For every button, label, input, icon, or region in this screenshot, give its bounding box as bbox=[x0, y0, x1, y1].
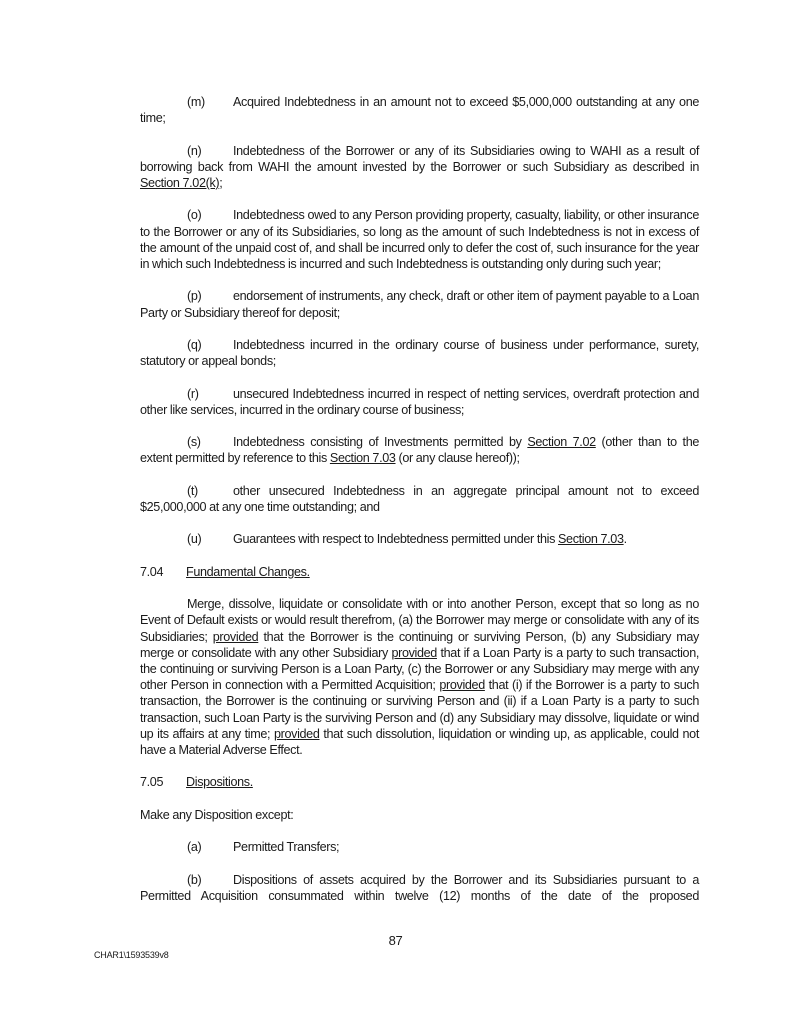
text-run: . bbox=[623, 532, 627, 547]
item-label: (u) bbox=[187, 532, 202, 547]
list-item bbox=[140, 207, 699, 272]
document-id: CHAR1\1593539v8 bbox=[94, 950, 169, 960]
text-run: (other than to the extent permitted by reference to this bbox=[140, 435, 699, 466]
section-7-03-items bbox=[140, 94, 699, 548]
section-heading-7-04 bbox=[140, 564, 699, 580]
item-label: (o) bbox=[187, 208, 202, 223]
section-title: Fundamental Changes. bbox=[186, 564, 310, 579]
text-run: Permitted Transfers; bbox=[233, 840, 340, 855]
text-run: ; bbox=[219, 176, 223, 190]
text-run: Indebtedness owed to any Person providing property, casualty, liability, or other insurance to the Borrower or any of its Subsidiaries, so long as the amount of such Indebtedness is not in excess of the amount of the unpaid cost of, and shall be incurred only to defer the cost of, such insurance for the year in which such Indebtedness is incurred and such Indebtedness is outstanding only during such year; bbox=[140, 208, 699, 271]
item-label: (p) bbox=[187, 289, 202, 304]
item-label: (t) bbox=[187, 483, 198, 498]
text-run: that if a Loan Party is a party to such transaction, the continuing or surviving Person is a Loan Party, (c) the Borrower or any Subsidiary may merge with any other Person in connection with a Permitted Acquisition; bbox=[140, 645, 699, 693]
text-run: that (i) if the Borrower is a party to such transaction, the Borrower is the continuing or surviving Person and (ii) if a Loan Party is a party to such transaction, such Loan Party is the surviving Person and (d) any Subsidiary may dissolve, liquidate or wind up its affairs at any time; bbox=[140, 678, 699, 741]
list-item bbox=[140, 288, 699, 320]
cross-reference: provided bbox=[391, 645, 437, 660]
text-run: Acquired Indebtedness in an amount not to exceed $5,000,000 outstanding at any one time; bbox=[140, 95, 699, 126]
item-label: (a) bbox=[187, 840, 202, 855]
text-run: that the Borrower is the continuing or surviving Person, (b) any Subsidiary may merge or consolidate with any other Subsidiary bbox=[140, 629, 699, 660]
text-run: Merge, dissolve, liquidate or consolidate with or into another Person, except that so long as no Event of Default exists or would result therefrom, (a) the Borrower may merge or consolidate with any of its Subsidiaries; bbox=[140, 597, 699, 644]
text-run: Guarantees with respect to Indebtedness permitted under this bbox=[233, 532, 558, 547]
list-item bbox=[140, 94, 699, 126]
section-number: 7.04 bbox=[140, 564, 164, 579]
cross-reference: provided bbox=[439, 678, 485, 693]
cross-reference: Section 7.03 bbox=[329, 451, 396, 466]
list-item bbox=[140, 337, 699, 369]
cross-reference: provided bbox=[212, 629, 259, 644]
text-run: that such dissolution, liquidation or winding up, as applicable, could not have a Material Adverse Effect. bbox=[140, 726, 699, 757]
section-7-05-items bbox=[140, 839, 699, 904]
text-run: other unsecured Indebtedness in an aggregate principal amount not to exceed $25,000,000 at any one time outstanding; and bbox=[140, 483, 699, 514]
text-run: Indebtedness consisting of Investments permitted by bbox=[233, 435, 528, 450]
section-7-05-lead: Make any Disposition except: bbox=[140, 807, 294, 822]
item-label: (s) bbox=[187, 435, 201, 450]
text-run: Indebtedness incurred in the ordinary course of business under performance, surety, statutory or appeal bonds; bbox=[140, 337, 699, 369]
section-7-04-body bbox=[140, 596, 699, 758]
list-item bbox=[140, 872, 699, 904]
list-item bbox=[140, 143, 699, 192]
text-run: endorsement of instruments, any check, draft or other item of payment payable to a Loan Party or Subsidiary thereof for deposit; bbox=[140, 289, 699, 320]
list-item bbox=[140, 531, 699, 547]
section-number: 7.05 bbox=[140, 775, 164, 790]
cross-reference: Section 7.02 bbox=[527, 435, 596, 450]
list-item bbox=[140, 434, 699, 466]
cross-reference: Section 7.02(k) bbox=[140, 176, 220, 190]
item-label: (b) bbox=[187, 872, 202, 887]
list-item bbox=[140, 839, 699, 855]
item-label: (m) bbox=[187, 95, 205, 109]
text-run: unsecured Indebtedness incurred in respect of netting services, overdraft protection and other like services, incurred in the ordinary course of business; bbox=[140, 386, 699, 417]
section-title: Dispositions. bbox=[186, 775, 253, 790]
list-item bbox=[140, 483, 699, 515]
item-label: (r) bbox=[187, 386, 199, 401]
list-item bbox=[140, 386, 699, 418]
text-run: (or any clause hereof)); bbox=[395, 451, 520, 466]
cross-reference: provided bbox=[273, 726, 320, 741]
item-label: (q) bbox=[187, 337, 202, 352]
text-run: Indebtedness of the Borrower or any of its Subsidiaries owing to WAHI as a result of borrowing back from WAHI the amount invested by the Borrower or such Subsidiary as described in bbox=[140, 143, 699, 174]
document-page bbox=[140, 94, 699, 920]
text-run: Dispositions of assets acquired by the Borrower and its Subsidiaries pursuant to a Permitted Acquisition consummated within twelve (12) months of the date of the proposed bbox=[140, 872, 699, 903]
section-heading-7-05 bbox=[140, 774, 699, 790]
page-number: 87 bbox=[388, 933, 403, 948]
item-label: (n) bbox=[187, 143, 202, 158]
cross-reference: Section 7.03 bbox=[557, 532, 624, 547]
